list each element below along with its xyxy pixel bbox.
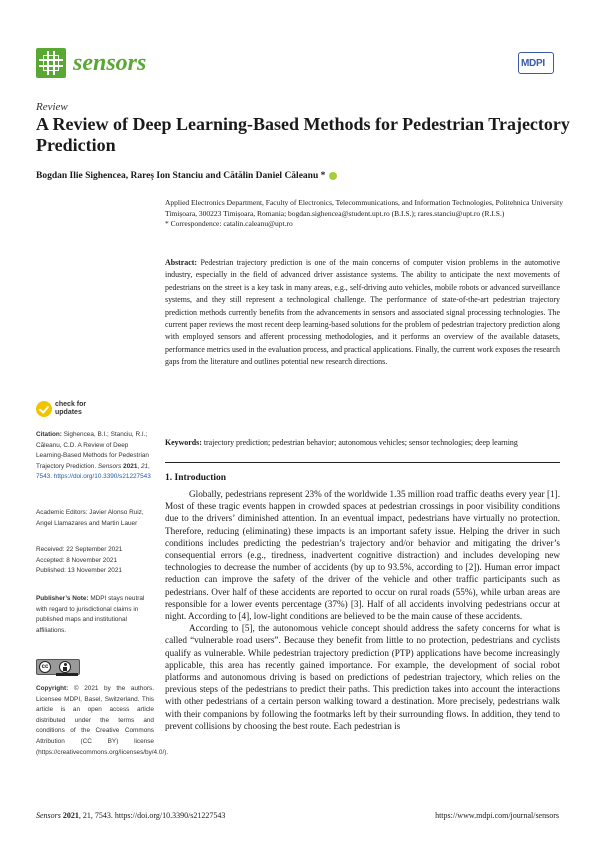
received-date: Received: 22 September 2021 xyxy=(36,546,123,553)
copyright-text: © 2021 by the authors. Licensee MDPI, Basel, Switzerland. This article is an open access article distributed under the terms and conditions of the Creative Commons Attribution (CC BY) license (https://creativecommons.org/licenses/by/4.0/). xyxy=(36,685,169,756)
footer-citation xyxy=(36,811,225,820)
publishers-note-label: Publisher’s Note: xyxy=(36,595,89,602)
journal-logo-icon xyxy=(36,48,66,78)
accepted-date: Accepted: 8 November 2021 xyxy=(36,556,117,564)
dates-block xyxy=(36,545,154,577)
check-for-updates-button[interactable] xyxy=(36,401,136,419)
keywords-label: Keywords: xyxy=(165,438,202,447)
published-date: Published: 13 November 2021 xyxy=(36,567,122,575)
check-updates-line1: check for xyxy=(55,401,87,408)
abstract-label: Abstract: xyxy=(165,258,197,267)
check-for-updates-label xyxy=(55,401,86,417)
cc-by-license-icon[interactable] xyxy=(36,659,80,675)
editors-text: Javier Alonso Ruiz, Angel Llamazares and Martin Lauer xyxy=(36,509,144,527)
abstract-text: Pedestrian trajectory prediction is one of the main concerns of computer vision problems in the automotive industry, especially in the field of advanced driver assistance systems. The ability to anticipate the next movements of pedestrians on the street is a key task in many areas, e.g., self-driving auto vehicles, mobile robots or advanced surveillance systems, and they still represent a technological challenge. The performance of state-of-the-art pedestrian trajectory prediction methods currently benefits from the advancements in sensors and associated signal processing technologies. The current paper reviews the most recent deep learning-based solutions for the problem of pedestrian trajectory prediction along with employed sensors and afferent processing methodologies, and it performs an overview of the available datasets, performance metrics used in the evaluation process, and practical applications. Finally, the current work exposes the research gaps from the literature and outlines potential new research directions. xyxy=(165,258,560,367)
page-title: A Review of Deep Learning-Based Methods for Pedestrian Trajectory Prediction xyxy=(36,114,570,155)
editors-block xyxy=(36,508,154,529)
check-icon xyxy=(36,401,52,417)
citation-volume: 21 xyxy=(140,462,149,470)
affiliation: Applied Electronics Department, Faculty of Electronics, Telecommunications, and Information Technologies, Politehnica University Timișoara, 300223 Timișoara, Romania; bogdan.sighencea@student.upt.ro (B.I.S.); rares.stanciu@upt.ro (R.I.S.) xyxy=(165,198,563,218)
keywords-text: trajectory prediction; pedestrian behavior; autonomous vehicles; sensor technologies; deep learning xyxy=(203,438,518,447)
copyright-label: Copyright: xyxy=(36,685,69,692)
footer-url[interactable]: https://www.mdpi.com/journal/sensors xyxy=(435,811,559,820)
section-divider xyxy=(165,462,560,463)
section-heading: 1. Introduction xyxy=(165,473,227,483)
mdpi-logo xyxy=(516,52,556,76)
paragraph: Globally, pedestrians represent 23% of the worldwide 1.35 million road traffic deaths every year [1]. Most of these tragic events happen in crowded spaces at pedestrian crossings in poor visibility conditions due to the drivers’ diminished attention. In an eventual impact, pedestrians have virtually no protection. Therefore, reducing (eliminating) these impacts is an important safety issue. Helping the driver in such conditions includes predicting the pedestrian’s trajectory and/or behavior and mitigating the driver’s consequential errors (e.g., tiredness, inadvertent cognitive distraction) and includes developing new technologies to decrease the number of accidents (by up to 93.5%, according to [2]). Human error impact reduction can improve the safety of the driver of the vehicle and other traffic participants such as pedestrians. Over half of these accidents are reported to occur on rural roads (55%), while urban areas are responsible for a lower events percentage (37%) [3]. Half of all accidents involving pedestrians occur at night. According to [4], low-light conditions are believed to be the main cause of these accidents. xyxy=(165,489,560,622)
citation-text: Sighencea, B.I.; Stanciu, R.I.; Căleanu, C.D. A Review of Deep Learning-Based Methods for Pedestrian Trajectory Prediction. xyxy=(36,431,149,470)
footer-citation-text[interactable]: , 21, 7543. https://doi.org/10.3390/s21227543 xyxy=(78,811,226,820)
publishers-note-text: MDPI stays neutral with regard to jurisdictional claims in published maps and institutional affiliations. xyxy=(36,595,145,634)
citation-label: Citation: xyxy=(36,431,62,438)
mdpi-logo-text: MDPI xyxy=(521,58,545,69)
citation-journal: Sensors xyxy=(97,462,122,470)
attribution-icon xyxy=(59,661,71,673)
orcid-icon[interactable] xyxy=(329,172,337,180)
keywords xyxy=(165,437,560,449)
footer-year: 2021 xyxy=(62,811,79,820)
body-text xyxy=(165,488,560,732)
journal-name: sensors xyxy=(73,50,147,76)
article-type: Review xyxy=(36,101,68,113)
citation-year: 2021 xyxy=(123,462,138,470)
citation-block: Citation: Sighencea, B.I.; Stanciu, R.I.; Căleanu, C.D. A Review of Deep Learning-Based Methods for Pedestrian Trajectory Prediction. Sensors 2021, 21, 7543. https://doi.org/10.3390/s21227543 xyxy=(36,431,151,481)
correspondence: * Correspondence: catalin.caleanu@upt.ro xyxy=(165,219,293,228)
author-list xyxy=(36,171,337,181)
editors-label: Academic Editors: xyxy=(36,509,88,516)
citation-doi-link[interactable]: , 7543. https://doi.org/10.3390/s21227543 xyxy=(36,462,151,481)
authors-text: Bogdan Ilie Sighencea, Rareș Ion Stanciu and Cătălin Daniel Căleanu * xyxy=(36,171,326,181)
publishers-note xyxy=(36,594,154,636)
paragraph: According to [5], the autonomous vehicle concept should address the safety concerns for what is called “vulnerable road users”. Because they benefit from little to no protection, pedestrians and cyclists qualify as vulnerable. While pedestrian trajectory prediction (PTP) applications have become increasingly applicable, this area has recently gained importance. For example, the development of social robot platforms and autonomous driving is based on predictions of pedestrian trajectory, which relies on the previous steps of the pedestrians to predict their paths. This prediction takes into account the interactions with other pedestrians of a certain person walking toward a destination. More precisely, pedestrians walk with their companions by following the footmarks left by their surrounding flows. In addition, they tend to prevent collisions by choosing the best route. Each pedestrian is xyxy=(165,623,560,731)
cc-icon: cc xyxy=(39,661,51,673)
affiliation-block xyxy=(165,198,565,230)
footer-journal: Sensors xyxy=(36,811,61,820)
copyright-block xyxy=(36,684,169,758)
abstract xyxy=(165,257,560,369)
check-updates-line2: updates xyxy=(55,409,82,416)
